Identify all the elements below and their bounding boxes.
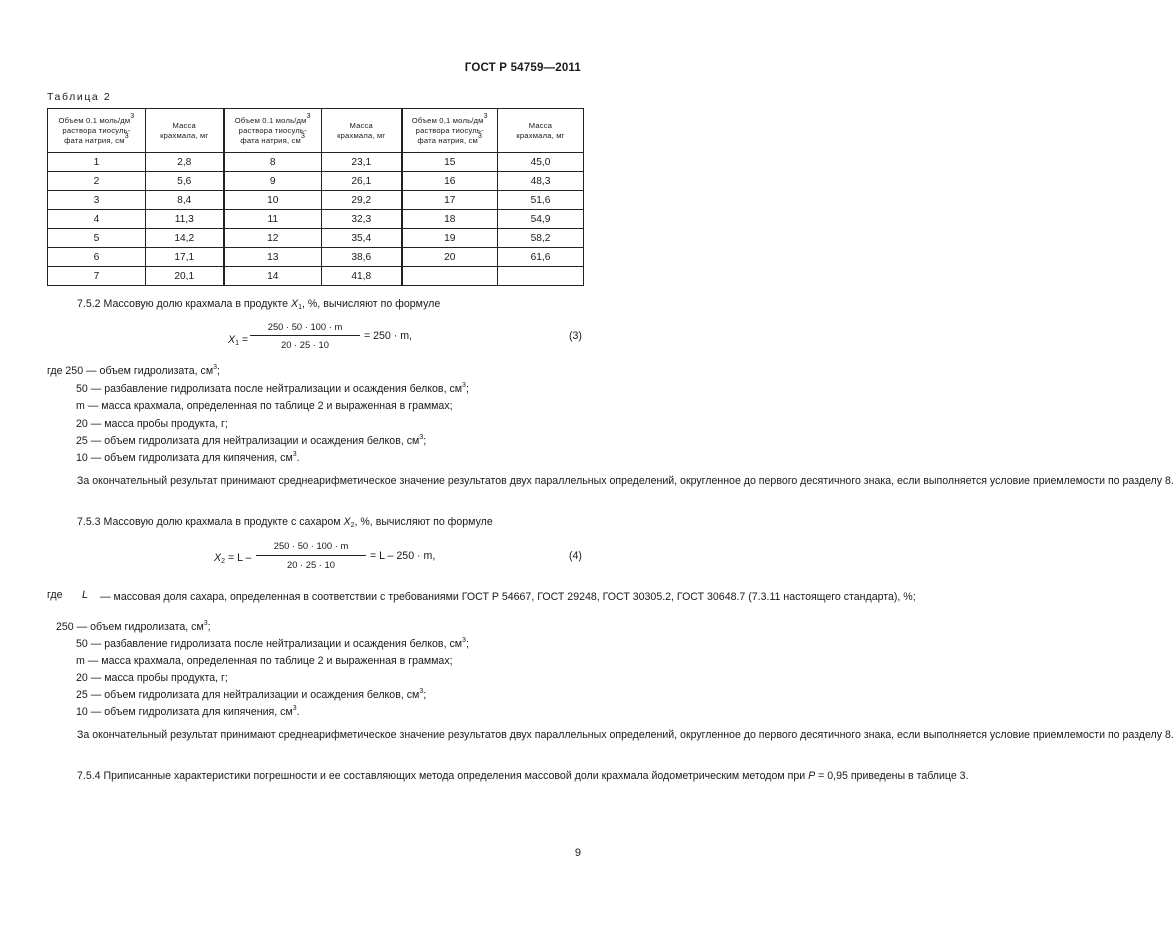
- mass-cell: 8,4: [146, 191, 224, 210]
- mass-cell: 32,3: [322, 210, 402, 229]
- col-header-volume-3: Объем 0,1 моль/$дм^3$ раствора тиосуль- фата натрия, $см^3$: [402, 109, 498, 153]
- formula-4-lhs: $X_2 = L$ –: [214, 552, 252, 565]
- col-header-mass-2: Масса крахмала, мг: [322, 109, 402, 153]
- volume-cell: 2: [48, 172, 146, 191]
- section-7-5-2-result: За окончательный результат принимают среднеарифметическое значение результатов двух параллельных определений, округленное до первого десятичного знака, если выполняется условие приемлемости по разделу 8.: [77, 475, 1174, 487]
- table-caption: Таблица 2: [47, 91, 112, 103]
- table-row: [48, 229, 584, 248]
- volume-cell: 4: [48, 210, 146, 229]
- def-20: 20 — масса пробы продукта, г;: [76, 418, 228, 430]
- section-7-5-2-intro: 7.5.2 Массовую долю крахмала в продукте $X_1$, %, вычисляют по формуле: [77, 298, 441, 311]
- formula-4-denominator: 20 · 25 · 10: [287, 559, 335, 570]
- mass-cell: 20,1: [146, 267, 224, 286]
- formula-4-rhs: = L – 250 · m,: [370, 550, 436, 562]
- where-l-definition: — массовая доля сахара, определенная в соответствии с требованиями ГОСТ Р 54667, ГОСТ 29248, ГОСТ 30305.2, ГОСТ 30648.7 (7.3.11 настоящего стандарта), %;: [100, 591, 916, 603]
- where-label: где: [47, 589, 63, 601]
- volume-cell: 14: [224, 267, 322, 286]
- starch-mass-table: [47, 108, 584, 286]
- mass-cell: 35,4: [322, 229, 402, 248]
- where-250: где 250 — объем гидролизата, $см^3$;: [47, 364, 220, 377]
- mass-cell: 61,6: [498, 248, 584, 267]
- mass-cell: 58,2: [498, 229, 584, 248]
- volume-cell: 3: [48, 191, 146, 210]
- def4-50: 50 — разбавление гидролизата после нейтрализации и осаждения белков, $см^3$;: [76, 637, 469, 650]
- formula-3-denominator: 20 · 25 · 10: [281, 339, 329, 350]
- volume-cell: 13: [224, 248, 322, 267]
- mass-cell: 5,6: [146, 172, 224, 191]
- mass-cell: 38,6: [322, 248, 402, 267]
- mass-cell: [498, 267, 584, 286]
- formula-3-numerator: 250 · 50 · 100 · m: [267, 321, 343, 332]
- standard-header: ГОСТ Р 54759—2011: [464, 62, 581, 74]
- volume-cell: 20: [402, 248, 498, 267]
- def-10: 10 — объем гидролизата для кипячения, $см^3$.: [76, 451, 300, 464]
- volume-cell: 18: [402, 210, 498, 229]
- formula-3-fraction-bar: [250, 335, 360, 336]
- volume-cell: 17: [402, 191, 498, 210]
- mass-cell: 26,1: [322, 172, 402, 191]
- volume-cell: 8: [224, 153, 322, 172]
- mass-cell: 11,3: [146, 210, 224, 229]
- formula-3-lhs: $X_1$ =: [228, 334, 249, 347]
- mass-cell: 2,8: [146, 153, 224, 172]
- mass-cell: 41,8: [322, 267, 402, 286]
- page-number: 9: [574, 847, 581, 859]
- volume-cell: 11: [224, 210, 322, 229]
- def-25: 25 — объем гидролизата для нейтрализации и осаждения белков, $см^3$;: [76, 434, 427, 447]
- mass-cell: 23,1: [322, 153, 402, 172]
- volume-cell: [402, 267, 498, 286]
- volume-cell: 7: [48, 267, 146, 286]
- volume-cell: 1: [48, 153, 146, 172]
- formula-3-rhs: = 250 · m,: [364, 330, 412, 342]
- mass-cell: 45,0: [498, 153, 584, 172]
- table-row: [48, 210, 584, 229]
- section-7-5-3-result: За окончательный результат принимают среднеарифметическое значение результатов двух параллельных определений, округленное до первого десятичного знака, если выполняется условие приемлемости по разделу 8.: [77, 729, 1174, 741]
- where-var-l: L: [82, 589, 88, 601]
- def-50: 50 — разбавление гидролизата после нейтрализации и осаждения белков, $см^3$;: [76, 382, 469, 395]
- mass-cell: 29,2: [322, 191, 402, 210]
- def-m: m — масса крахмала, определенная по таблице 2 и выраженная в граммах;: [76, 400, 453, 412]
- formula-4-numerator: 250 · 50 · 100 · m: [273, 540, 349, 551]
- col-header-volume-2: Объем 0.1 моль/$дм^3$ раствора тиосуль- фата натрия, $см^3$: [224, 109, 322, 153]
- volume-cell: 15: [402, 153, 498, 172]
- volume-cell: 16: [402, 172, 498, 191]
- formula-4-number: (4): [569, 550, 582, 562]
- volume-cell: 12: [224, 229, 322, 248]
- def4-20: 20 — масса пробы продукта, г;: [76, 672, 228, 684]
- mass-cell: 54,9: [498, 210, 584, 229]
- def4-250: 250 — объем гидролизата, $см^3$;: [56, 620, 211, 633]
- mass-cell: 51,6: [498, 191, 584, 210]
- col-header-mass-1: Масса крахмала, мг: [146, 109, 224, 153]
- table-row: [48, 191, 584, 210]
- mass-cell: 14,2: [146, 229, 224, 248]
- section-7-5-3-intro: 7.5.3 Массовую долю крахмала в продукте с сахаром $X_2$, %, вычисляют по формуле: [77, 516, 493, 529]
- col-header-volume-1: Объем 0.1 моль/$дм^3$ раствора тиосуль- фата натрия, $см^3$: [48, 109, 146, 153]
- def4-25: 25 — объем гидролизата для нейтрализации и осаждения белков, $см^3$;: [76, 688, 427, 701]
- mass-cell: 48,3: [498, 172, 584, 191]
- table-header-row: [48, 109, 584, 153]
- table-row: [48, 267, 584, 286]
- table-row: [48, 172, 584, 191]
- volume-cell: 9: [224, 172, 322, 191]
- mass-cell: 17,1: [146, 248, 224, 267]
- formula-3-number: (3): [569, 330, 582, 342]
- section-7-5-4: 7.5.4 Приписанные характеристики погрешности и ее составляющих метода определения массовой доли крахмала йодометрическим методом при P = 0,95 приведены в таблице 3.: [77, 770, 969, 782]
- volume-cell: 19: [402, 229, 498, 248]
- col-header-mass-3: Масса крахмала, мг: [498, 109, 584, 153]
- formula-4-fraction-bar: [256, 555, 366, 556]
- table-row: [48, 248, 584, 267]
- def4-m: m — масса крахмала, определенная по таблице 2 и выраженная в граммах;: [76, 655, 453, 667]
- volume-cell: 10: [224, 191, 322, 210]
- table-row: [48, 153, 584, 172]
- volume-cell: 5: [48, 229, 146, 248]
- def4-10: 10 — объем гидролизата для кипячения, $см^3$.: [76, 705, 300, 718]
- volume-cell: 6: [48, 248, 146, 267]
